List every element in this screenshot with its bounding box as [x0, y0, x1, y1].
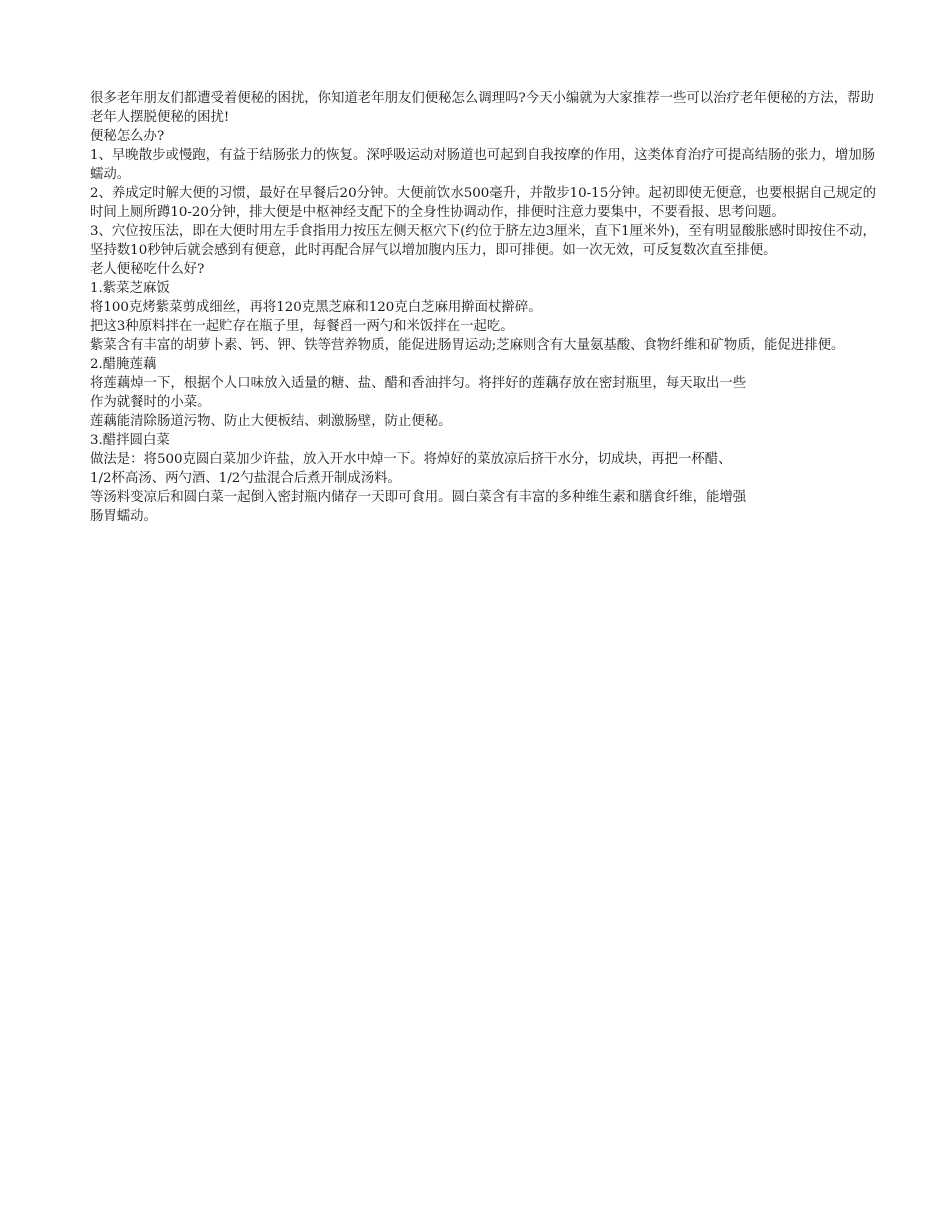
- question-heading-1: 便秘怎么办?: [90, 129, 165, 144]
- article-body: [90, 89, 880, 526]
- recipe-2-description: 莲藕能清除肠道污物、防止大便板结、刺激肠壁，防止便秘。: [90, 414, 452, 429]
- recipe-3-step-line-2: 1/2杯高汤、两勺酒、1/2勺盐混合后煮开制成汤料。: [90, 471, 401, 486]
- recipe-3-title: 3.醋拌圆白菜: [90, 433, 170, 448]
- intro-paragraph: 很多老年朋友们都遭受着便秘的困扰，你知道老年朋友们便秘怎么调理吗?今天小编就为大家推荐一些可以治疗老年便秘的方法，帮助老年人摆脱便秘的困扰!: [90, 91, 874, 125]
- recipe-1-step-1: 将100克烤紫菜剪成细丝，再将120克黑芝麻和120克白芝麻用擀面杖擀碎。: [90, 300, 542, 315]
- tip-1: 1、早晚散步或慢跑，有益于结肠张力的恢复。深呼吸运动对肠道也可起到自我按摩的作用，这类体育治疗可提高结肠的张力，增加肠蠕动。: [90, 148, 876, 182]
- question-heading-2: 老人便秘吃什么好?: [90, 262, 205, 277]
- recipe-2-step-line-1: 将莲藕焯一下，根据个人口味放入适量的糖、盐、醋和香油拌匀。将拌好的莲藕存放在密封瓶里，每天取出一些: [90, 376, 747, 391]
- recipe-2-step-line-2: 作为就餐时的小菜。: [90, 395, 211, 410]
- recipe-3-description-line-1: 等汤料变凉后和圆白菜一起倒入密封瓶内储存一天即可食用。圆白菜含有丰富的多种维生素和膳食纤维，能增强: [90, 490, 747, 505]
- recipe-1-step-2: 把这3种原料拌在一起贮存在瓶子里，每餐舀一两勺和米饭拌在一起吃。: [90, 319, 514, 334]
- tip-3: 3、穴位按压法，即在大便时用左手食指用力按压左侧天枢穴下(约位于脐左边3厘米，直下1厘米外)，至有明显酸胀感时即按住不动，坚持数10秒钟后就会感到有便意，此时再配合屏气以增加腹内压力，即可排便。如一次无效，可反复数次直至排便。: [90, 224, 876, 258]
- recipe-1-title: 1.紫菜芝麻饭: [90, 281, 170, 296]
- recipe-3-description-line-2: 肠胃蠕动。: [90, 509, 157, 524]
- recipe-1-description: 紫菜含有丰富的胡萝卜素、钙、钾、铁等营养物质，能促进肠胃运动;芝麻则含有大量氨基酸、食物纤维和矿物质，能促进排便。: [90, 338, 845, 353]
- tip-2: 2、养成定时解大便的习惯，最好在早餐后20分钟。大便前饮水500毫升，并散步10-15分钟。起初即使无便意，也要根据自己规定的时间上厕所蹲10-20分钟，排大便是中枢神经支配下的全身性协调动作，排便时注意力要集中，不要看报、思考问题。: [90, 186, 877, 220]
- recipe-3-step-line-1: 做法是：将500克圆白菜加少许盐，放入开水中焯一下。将焯好的菜放凉后挤干水分，切成块，再把一杯醋、: [90, 452, 732, 467]
- recipe-2-title: 2.醋腌莲藕: [90, 357, 157, 372]
